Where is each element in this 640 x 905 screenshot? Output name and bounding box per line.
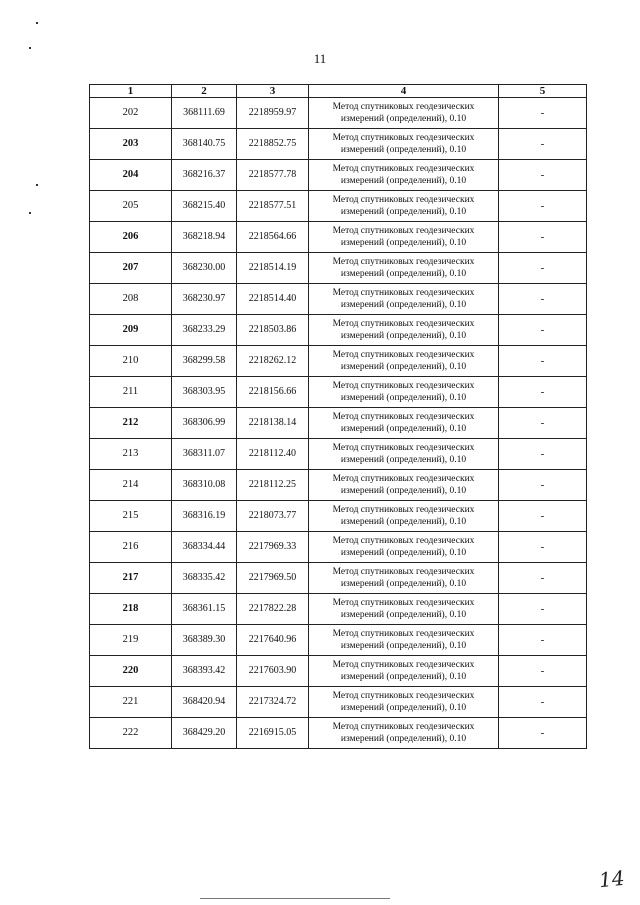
method-line-1: Метод спутниковых геодезических [332, 567, 475, 577]
x-coordinate-cell: 368215.40 [172, 191, 237, 222]
dash-cell: - [499, 470, 587, 501]
method-line-1: Метод спутниковых геодезических [332, 598, 475, 608]
x-coordinate-cell: 368310.08 [172, 470, 237, 501]
y-coordinate-cell: 2218156.66 [237, 377, 309, 408]
method-cell [309, 439, 499, 470]
y-coordinate-cell: 2218112.40 [237, 439, 309, 470]
coordinates-table [89, 84, 587, 749]
x-coordinate-cell: 368299.58 [172, 346, 237, 377]
scan-mark [36, 184, 38, 186]
method-cell [309, 160, 499, 191]
point-number-cell: 222 [90, 718, 172, 749]
bottom-edge-line [200, 898, 390, 899]
point-number-cell: 214 [90, 470, 172, 501]
table-row [90, 222, 587, 253]
y-coordinate-cell: 2217969.50 [237, 563, 309, 594]
x-coordinate-cell: 368230.97 [172, 284, 237, 315]
dash-cell: - [499, 501, 587, 532]
method-line-1: Метод спутниковых геодезических [332, 133, 475, 143]
table-row [90, 563, 587, 594]
point-number-cell: 220 [90, 656, 172, 687]
method-line-2: измерений (определений), 0.10 [340, 300, 467, 310]
method-cell [309, 377, 499, 408]
method-cell [309, 718, 499, 749]
x-coordinate-cell: 368303.95 [172, 377, 237, 408]
table-row [90, 346, 587, 377]
method-line-1: Метод спутниковых геодезических [332, 350, 475, 360]
method-line-1: Метод спутниковых геодезических [332, 102, 475, 112]
table-row [90, 501, 587, 532]
point-number-cell: 212 [90, 408, 172, 439]
method-cell [309, 222, 499, 253]
x-coordinate-cell: 368311.07 [172, 439, 237, 470]
dash-cell: - [499, 98, 587, 129]
table-row [90, 625, 587, 656]
point-number-cell: 205 [90, 191, 172, 222]
column-header: 5 [499, 85, 587, 98]
method-line-2: измерений (определений), 0.10 [340, 703, 467, 713]
method-cell [309, 532, 499, 563]
method-line-2: измерений (определений), 0.10 [340, 176, 467, 186]
method-line-1: Метод спутниковых геодезических [332, 412, 475, 422]
dash-cell: - [499, 284, 587, 315]
x-coordinate-cell: 368111.69 [172, 98, 237, 129]
column-header: 2 [172, 85, 237, 98]
y-coordinate-cell: 2218262.12 [237, 346, 309, 377]
y-coordinate-cell: 2217324.72 [237, 687, 309, 718]
method-line-1: Метод спутниковых геодезических [332, 288, 475, 298]
handwritten-page-number: 14 [597, 865, 626, 893]
dash-cell: - [499, 222, 587, 253]
table-body [90, 98, 587, 749]
table-row [90, 315, 587, 346]
point-number-cell: 202 [90, 98, 172, 129]
x-coordinate-cell: 368316.19 [172, 501, 237, 532]
method-line-1: Метод спутниковых геодезических [332, 536, 475, 546]
table-row [90, 129, 587, 160]
method-cell [309, 98, 499, 129]
y-coordinate-cell: 2218577.78 [237, 160, 309, 191]
point-number-cell: 206 [90, 222, 172, 253]
method-line-2: измерений (определений), 0.10 [340, 269, 467, 279]
y-coordinate-cell: 2218514.40 [237, 284, 309, 315]
dash-cell: - [499, 408, 587, 439]
point-number-cell: 211 [90, 377, 172, 408]
column-header: 3 [237, 85, 309, 98]
method-cell [309, 501, 499, 532]
y-coordinate-cell: 2218503.86 [237, 315, 309, 346]
method-cell [309, 470, 499, 501]
dash-cell: - [499, 656, 587, 687]
table-row [90, 191, 587, 222]
method-cell [309, 346, 499, 377]
method-line-2: измерений (определений), 0.10 [340, 207, 467, 217]
point-number-cell: 204 [90, 160, 172, 191]
table-row [90, 718, 587, 749]
method-line-1: Метод спутниковых геодезических [332, 629, 475, 639]
method-line-2: измерений (определений), 0.10 [340, 548, 467, 558]
y-coordinate-cell: 2218852.75 [237, 129, 309, 160]
y-coordinate-cell: 2218112.25 [237, 470, 309, 501]
point-number-cell: 203 [90, 129, 172, 160]
method-line-2: измерений (определений), 0.10 [340, 331, 467, 341]
column-header: 1 [90, 85, 172, 98]
dash-cell: - [499, 129, 587, 160]
table-row [90, 470, 587, 501]
method-line-1: Метод спутниковых геодезических [332, 381, 475, 391]
point-number-cell: 217 [90, 563, 172, 594]
method-line-2: измерений (определений), 0.10 [340, 672, 467, 682]
point-number-cell: 209 [90, 315, 172, 346]
x-coordinate-cell: 368218.94 [172, 222, 237, 253]
point-number-cell: 213 [90, 439, 172, 470]
table-row [90, 98, 587, 129]
dash-cell: - [499, 160, 587, 191]
scan-mark [36, 22, 38, 24]
x-coordinate-cell: 368393.42 [172, 656, 237, 687]
table-row [90, 687, 587, 718]
method-line-2: измерений (определений), 0.10 [340, 238, 467, 248]
method-line-2: измерений (определений), 0.10 [340, 486, 467, 496]
y-coordinate-cell: 2217969.33 [237, 532, 309, 563]
method-cell [309, 129, 499, 160]
table-row [90, 656, 587, 687]
method-cell [309, 315, 499, 346]
y-coordinate-cell: 2218514.19 [237, 253, 309, 284]
method-line-2: измерений (определений), 0.10 [340, 145, 467, 155]
dash-cell: - [499, 439, 587, 470]
method-line-1: Метод спутниковых геодезических [332, 319, 475, 329]
x-coordinate-cell: 368361.15 [172, 594, 237, 625]
method-cell [309, 656, 499, 687]
method-cell [309, 563, 499, 594]
x-coordinate-cell: 368334.44 [172, 532, 237, 563]
table-row [90, 408, 587, 439]
table-header-row [90, 85, 587, 98]
point-number-cell: 216 [90, 532, 172, 563]
x-coordinate-cell: 368233.29 [172, 315, 237, 346]
dash-cell: - [499, 315, 587, 346]
dash-cell: - [499, 594, 587, 625]
y-coordinate-cell: 2216915.05 [237, 718, 309, 749]
point-number-cell: 215 [90, 501, 172, 532]
dash-cell: - [499, 563, 587, 594]
scan-mark [29, 47, 31, 49]
method-cell [309, 253, 499, 284]
method-line-2: измерений (определений), 0.10 [340, 641, 467, 651]
method-cell [309, 687, 499, 718]
method-cell [309, 625, 499, 656]
dash-cell: - [499, 625, 587, 656]
method-line-1: Метод спутниковых геодезических [332, 164, 475, 174]
point-number-cell: 207 [90, 253, 172, 284]
dash-cell: - [499, 687, 587, 718]
method-cell [309, 594, 499, 625]
x-coordinate-cell: 368335.42 [172, 563, 237, 594]
dash-cell: - [499, 253, 587, 284]
point-number-cell: 210 [90, 346, 172, 377]
dash-cell: - [499, 718, 587, 749]
y-coordinate-cell: 2218564.66 [237, 222, 309, 253]
point-number-cell: 221 [90, 687, 172, 718]
method-line-1: Метод спутниковых геодезических [332, 722, 475, 732]
method-line-1: Метод спутниковых геодезических [332, 195, 475, 205]
x-coordinate-cell: 368230.00 [172, 253, 237, 284]
x-coordinate-cell: 368389.30 [172, 625, 237, 656]
column-header: 4 [309, 85, 499, 98]
method-line-2: измерений (определений), 0.10 [340, 455, 467, 465]
y-coordinate-cell: 2218138.14 [237, 408, 309, 439]
dash-cell: - [499, 532, 587, 563]
point-number-cell: 219 [90, 625, 172, 656]
table-row [90, 284, 587, 315]
method-line-1: Метод спутниковых геодезических [332, 443, 475, 453]
page-number: 11 [313, 51, 327, 66]
table-row [90, 594, 587, 625]
table-row [90, 377, 587, 408]
method-line-1: Метод спутниковых геодезических [332, 474, 475, 484]
method-line-2: измерений (определений), 0.10 [340, 362, 467, 372]
method-line-1: Метод спутниковых геодезических [332, 660, 475, 670]
method-line-2: измерений (определений), 0.10 [340, 424, 467, 434]
y-coordinate-cell: 2217640.96 [237, 625, 309, 656]
x-coordinate-cell: 368216.37 [172, 160, 237, 191]
method-cell [309, 408, 499, 439]
method-line-2: измерений (определений), 0.10 [340, 393, 467, 403]
point-number-cell: 208 [90, 284, 172, 315]
y-coordinate-cell: 2217822.28 [237, 594, 309, 625]
dash-cell: - [499, 377, 587, 408]
x-coordinate-cell: 368420.94 [172, 687, 237, 718]
method-line-2: измерений (определений), 0.10 [340, 517, 467, 527]
method-cell [309, 284, 499, 315]
x-coordinate-cell: 368306.99 [172, 408, 237, 439]
table-row [90, 532, 587, 563]
table-row [90, 253, 587, 284]
x-coordinate-cell: 368429.20 [172, 718, 237, 749]
method-line-2: измерений (определений), 0.10 [340, 114, 467, 124]
method-line-1: Метод спутниковых геодезических [332, 257, 475, 267]
dash-cell: - [499, 346, 587, 377]
method-line-1: Метод спутниковых геодезических [332, 691, 475, 701]
method-line-2: измерений (определений), 0.10 [340, 579, 467, 589]
y-coordinate-cell: 2218577.51 [237, 191, 309, 222]
y-coordinate-cell: 2217603.90 [237, 656, 309, 687]
x-coordinate-cell: 368140.75 [172, 129, 237, 160]
y-coordinate-cell: 2218073.77 [237, 501, 309, 532]
dash-cell: - [499, 191, 587, 222]
y-coordinate-cell: 2218959.97 [237, 98, 309, 129]
method-line-2: измерений (определений), 0.10 [340, 734, 467, 744]
method-cell [309, 191, 499, 222]
scan-mark [29, 212, 31, 214]
method-line-1: Метод спутниковых геодезических [332, 226, 475, 236]
point-number-cell: 218 [90, 594, 172, 625]
table-row [90, 439, 587, 470]
method-line-2: измерений (определений), 0.10 [340, 610, 467, 620]
method-line-1: Метод спутниковых геодезических [332, 505, 475, 515]
table-row [90, 160, 587, 191]
